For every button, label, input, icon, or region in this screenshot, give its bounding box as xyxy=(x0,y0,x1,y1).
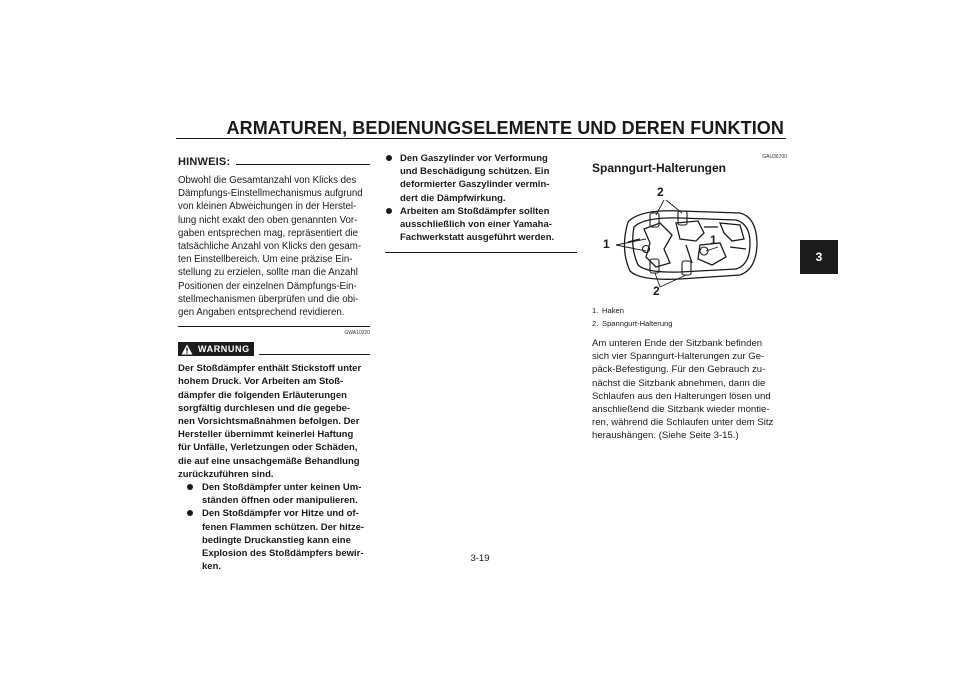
bullet-line: Den Stoßdämpfer vor Hitze und of- xyxy=(202,508,359,520)
warning-line: dämpfer die folgenden Erläuterungen xyxy=(178,389,347,401)
warning-triangle-icon xyxy=(181,344,193,355)
warning-badge xyxy=(178,342,254,356)
caption-text: Haken xyxy=(602,306,624,315)
seat-underside-illustration xyxy=(600,187,760,299)
section-code: GAU36700 xyxy=(762,154,787,160)
note-line: stellung zu erzielen, sollte man die Anzahl xyxy=(178,267,358,279)
warning-line: die auf eine unsachgemäße Behandlung xyxy=(178,455,360,467)
figure-label-2-bottom: 2 xyxy=(653,284,660,298)
note-line: Positionen der einzelnen Dämpfungs-Ein- xyxy=(178,280,357,292)
warning-line: für Unfälle, Verletzungen oder Schäden, xyxy=(178,442,358,454)
body-line: Schlaufen aus den Halterungen lösen und xyxy=(592,390,771,402)
warning-code: GWA10220 xyxy=(344,330,370,337)
warning-line: hohem Druck. Vor Arbeiten am Stoß- xyxy=(178,376,344,388)
note-line: tatsächliche Anzahl von Klicks den gesam- xyxy=(178,241,362,253)
figure-seat-underside xyxy=(600,187,760,299)
bullet-line: ken. xyxy=(202,561,222,573)
body-line: nächst die Sitzbank abnehmen, dann die xyxy=(592,377,766,389)
caption-text: Spanngurt-Halterung xyxy=(602,318,673,328)
figure-captions xyxy=(592,305,787,330)
body-line: anschließend die Sitzbank wieder montie- xyxy=(592,404,770,416)
bullet-icon xyxy=(187,510,193,516)
note-heading-row xyxy=(178,152,370,168)
page-title: ARMATUREN, BEDIENUNGSELEMENTE UND DEREN FUNKTION xyxy=(226,118,784,138)
section-title: Spanngurt-Halterungen xyxy=(592,161,726,175)
bullet-line: Fachwerkstatt ausgeführt werden. xyxy=(400,232,555,244)
note-line: stellmechanismen überprüfen und die obi- xyxy=(178,293,359,305)
note-line: Obwohl die Gesamtanzahl von Klicks des xyxy=(178,175,357,186)
bullet-line: ausschließlich von einer Yamaha- xyxy=(400,219,552,231)
bullet-line: dert die Dämpfwirkung. xyxy=(400,192,506,204)
note-line: Dämpfungs-Einstellmechanismus aufgrund xyxy=(178,188,363,200)
note-heading-line xyxy=(236,164,370,165)
caption-item xyxy=(592,305,787,318)
bullet-line: und Beschädigung schützen. Ein xyxy=(400,166,550,178)
warning-line: Der Stoßdämpfer enthält Stickstoff unter xyxy=(178,363,362,375)
note-line: von kleinen Abweichungen in der Herstel- xyxy=(178,201,357,213)
bullet-line: bedingte Druckanstieg kann eine xyxy=(202,534,351,546)
column-middle xyxy=(385,152,577,253)
note-line: gen Angaben entsprechend revidieren. xyxy=(178,307,345,319)
note-body xyxy=(178,174,370,319)
list-item xyxy=(385,152,577,205)
warning-bullets-right xyxy=(385,152,577,244)
warning-end-rule xyxy=(385,252,577,253)
note-heading: HINWEIS: xyxy=(178,156,231,168)
caption-number: 1. xyxy=(592,306,599,315)
note-line: ten Einstellbereich. Um eine präzise Ein- xyxy=(178,254,353,266)
warning-heading-line xyxy=(259,354,370,355)
body-line: ren, während die Schlaufen unter dem Sitz xyxy=(592,417,774,429)
caption-item xyxy=(592,318,787,331)
note-line: gaben entsprechen mag, repräsentiert die xyxy=(178,227,358,239)
column-left xyxy=(178,152,370,573)
body-line: heraushängen. (Siehe Seite 3-15.) xyxy=(592,430,739,442)
bullet-line: Den Gaszylinder vor Verformung xyxy=(400,153,548,164)
bullet-line: Explosion des Stoßdämpfers bewir- xyxy=(202,548,364,560)
caption-number: 2. xyxy=(592,318,599,328)
bullet-line: Arbeiten am Stoßdämpfer sollten xyxy=(400,205,550,217)
chapter-tab: 3 xyxy=(800,240,838,274)
bullet-line: Den Stoßdämpfer unter keinen Um- xyxy=(202,482,362,494)
list-item xyxy=(385,205,577,245)
warning-line: sorgfältig durchlesen und die gegebe- xyxy=(178,402,351,414)
list-item xyxy=(178,481,370,507)
figure-label-2-top: 2 xyxy=(657,185,664,199)
warning-line: nen Vorsichtsmaßnahmen befolgen. Der xyxy=(178,416,360,428)
warning-body xyxy=(178,362,370,481)
note-line: lung nicht exakt den oben genannten Vor- xyxy=(178,214,358,226)
warning-heading-row xyxy=(178,342,370,356)
body-line: Am unteren Ende der Sitzbank befinden xyxy=(592,338,763,349)
warning-line: Hersteller übernimmt keinerlei Haftung xyxy=(178,429,354,441)
section-body xyxy=(592,337,787,443)
title-rule xyxy=(176,138,786,139)
figure-label-1-left: 1 xyxy=(603,237,610,251)
note-end-rule xyxy=(178,326,370,327)
body-line: sich vier Spanngurt-Halterungen zur Ge- xyxy=(592,351,765,363)
warning-line: zurückzuführen sind. xyxy=(178,468,274,480)
column-right xyxy=(592,152,787,443)
bullet-icon xyxy=(386,155,392,161)
bullet-icon xyxy=(386,208,392,214)
body-line: päck-Befestigung. Für den Gebrauch zu- xyxy=(592,364,766,376)
bullet-line: ständen öffnen oder manipulieren. xyxy=(202,495,358,507)
bullet-line: fenen Flammen schützen. Der hitze- xyxy=(202,521,365,533)
figure-label-1-right: 1 xyxy=(710,233,717,247)
page-number: 3-19 xyxy=(470,553,490,564)
bullet-icon xyxy=(187,484,193,490)
bullet-line: deformierter Gaszylinder vermin- xyxy=(400,179,550,191)
warning-label: WARNUNG xyxy=(198,344,250,355)
